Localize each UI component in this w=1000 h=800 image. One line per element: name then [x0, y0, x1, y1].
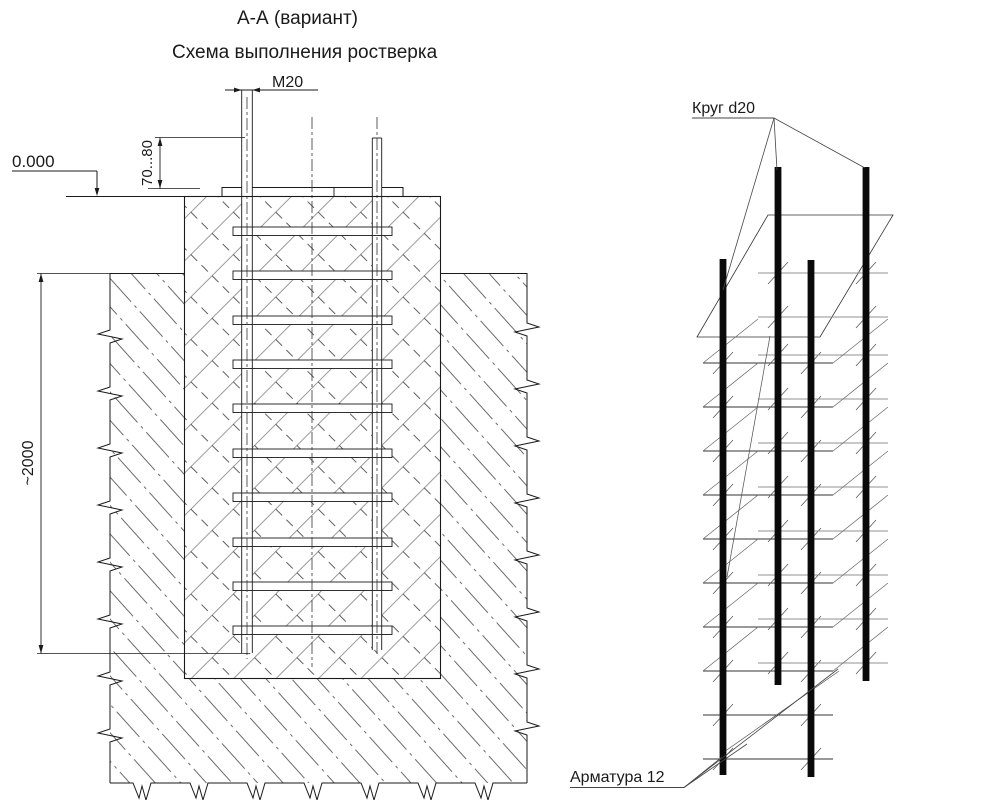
rebar-back-left	[775, 167, 782, 685]
cage-line	[703, 407, 758, 451]
m20-label: М20	[272, 74, 304, 91]
cage-rung	[233, 626, 392, 635]
rebar-label: Арматура 12	[570, 769, 665, 786]
cage-line	[703, 363, 758, 407]
section-title: А-А (вариант)	[237, 8, 358, 29]
rebar-callout	[570, 669, 838, 788]
cage-line	[703, 539, 758, 583]
cage-rung	[233, 538, 392, 547]
rebar-front-left	[720, 259, 727, 775]
cage-line	[703, 583, 758, 627]
cage-rung	[233, 271, 392, 280]
cage-line	[833, 407, 888, 451]
tie-levels	[703, 262, 888, 770]
dim-protrusion	[139, 138, 245, 189]
soil-bottom-break-edge	[110, 783, 527, 800]
cage-line	[833, 495, 888, 539]
zero-level-mark	[12, 152, 99, 196]
section-view	[12, 74, 539, 800]
cage-rung	[233, 449, 392, 458]
cage-rung	[233, 493, 392, 502]
cage-rung	[233, 360, 392, 369]
cage-line	[703, 627, 758, 671]
cage-rung	[233, 227, 392, 236]
rebar-cage-view	[570, 100, 893, 788]
vertical-rebars	[720, 167, 870, 777]
cage-braces	[724, 336, 839, 752]
cage-line	[703, 319, 758, 363]
cage-line	[833, 363, 888, 407]
cage-rung	[233, 316, 392, 325]
cage-line	[833, 627, 888, 671]
dim-m20	[225, 74, 318, 92]
cage-line	[833, 319, 888, 363]
cage-line	[833, 583, 888, 627]
cage-line	[703, 495, 758, 539]
cage-line	[833, 451, 888, 495]
cage-rung	[233, 582, 392, 591]
circle-label: Круг d20	[692, 100, 756, 117]
depth-label: ~2000	[20, 440, 37, 486]
protrusion-label: 70...80	[139, 140, 156, 186]
zero-level-label: 0.000	[12, 152, 55, 171]
concrete-pier-hatch	[185, 197, 441, 679]
rebar-back-right	[863, 167, 870, 681]
cage-rung	[233, 404, 392, 413]
scheme-title: Схема выполнения ростверка	[172, 42, 438, 63]
rebar-front-mid	[808, 260, 815, 777]
cage-line	[703, 451, 758, 495]
cage-line	[833, 539, 888, 583]
